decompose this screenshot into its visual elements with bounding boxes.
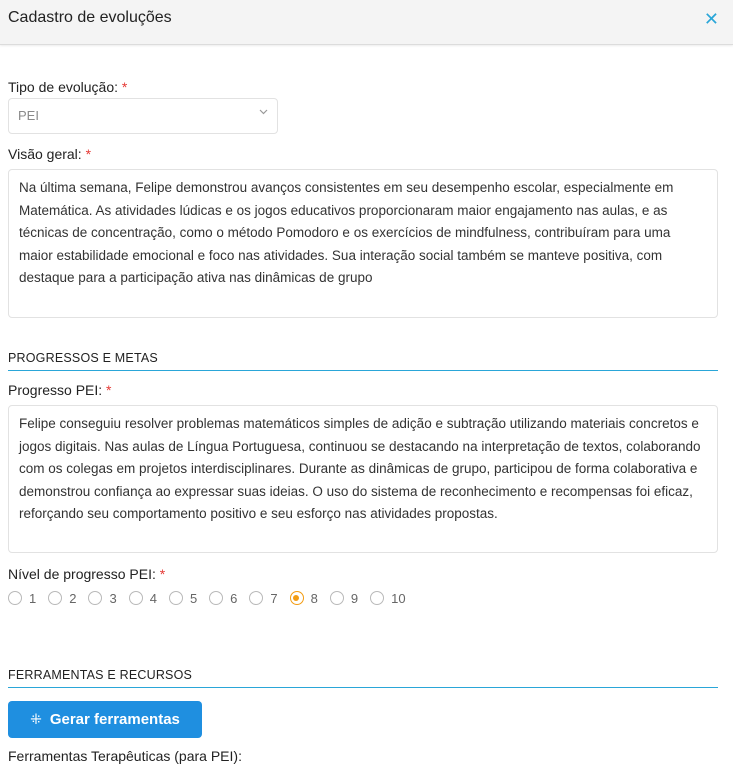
gerar-ferramentas-button[interactable] xyxy=(8,701,202,738)
nivel-radio-option-9[interactable] xyxy=(330,591,358,606)
required-mark: * xyxy=(121,79,128,95)
radio-label: 7 xyxy=(270,590,278,606)
radio-button[interactable] xyxy=(209,591,223,605)
radio-button[interactable] xyxy=(129,591,143,605)
required-mark: * xyxy=(159,566,166,582)
radio-button[interactable] xyxy=(8,591,22,605)
nivel-radio-option-4[interactable] xyxy=(129,591,157,606)
chevron-down-icon xyxy=(259,107,268,118)
nivel-radio-option-5[interactable] xyxy=(169,591,197,606)
progresso-pei-textarea[interactable]: Felipe conseguiu resolver problemas matemáticos simples de adição e subtração utilizando materiais concretos e jogos digitais. Nas aulas de Língua Portuguesa, continuou se destacando na interpretação de textos, colaborando com os colegas em projetos interdisciplinares. Durante as dinâmicas de grupo, participou de forma colaborativa e demonstrou confiança ao expressar suas ideias. O uso do sistema de reconhecimento e recompensas foi eficaz, reforçando seu comportamento positivo e seu esforço nas atividades propostas. xyxy=(8,405,718,553)
progresso-pei-label-text: Progresso PEI: xyxy=(8,382,103,398)
section-progressos-metas: PROGRESSOS E METAS xyxy=(8,351,718,371)
nivel-radio-option-3[interactable] xyxy=(88,591,116,606)
close-icon[interactable]: ✕ xyxy=(703,9,719,29)
nivel-radio-option-6[interactable] xyxy=(209,591,237,606)
radio-button[interactable] xyxy=(290,591,304,605)
nivel-progresso-label-text: Nível de progresso PEI: xyxy=(8,566,156,582)
nivel-radio-option-10[interactable] xyxy=(370,591,405,606)
required-mark: * xyxy=(85,146,92,162)
radio-button[interactable] xyxy=(249,591,263,605)
radio-label: 4 xyxy=(149,590,157,606)
visao-geral-label xyxy=(8,146,91,162)
radio-label: 10 xyxy=(391,590,406,606)
radio-label: 5 xyxy=(189,590,198,606)
section-ferramentas-recursos: FERRAMENTAS E RECURSOS xyxy=(8,668,718,688)
radio-button[interactable] xyxy=(88,591,102,605)
nivel-radio-option-2[interactable] xyxy=(48,591,76,606)
tipo-evolucao-selected: PEI xyxy=(18,108,39,123)
modal-header xyxy=(0,0,733,45)
nivel-progresso-label xyxy=(8,566,165,582)
radio-label: 3 xyxy=(109,590,117,606)
required-mark: * xyxy=(106,382,112,398)
radio-label: 8 xyxy=(310,590,318,606)
radio-button[interactable] xyxy=(169,591,183,605)
nivel-radio-option-8[interactable] xyxy=(290,591,318,606)
nivel-radio-option-1[interactable] xyxy=(8,591,36,606)
radio-button[interactable] xyxy=(48,591,62,605)
radio-label: 6 xyxy=(230,590,238,606)
radio-label: 2 xyxy=(69,590,77,606)
visao-geral-label-text: Visão geral: xyxy=(8,146,82,162)
tipo-evolucao-label-text: Tipo de evolução: xyxy=(8,79,118,95)
gerar-ferramentas-label: Gerar ferramentas xyxy=(49,711,180,728)
ferramentas-terapeuticas-label: Ferramentas Terapêuticas (para PEI): xyxy=(8,748,242,764)
visao-geral-textarea[interactable]: Na última semana, Felipe demonstrou avanços consistentes em seu desempenho escolar, especialmente em Matemática. As atividades lúdicas e os jogos educativos proporcionaram maior engajamento nas aulas, e as técnicas de concentração, como o método Pomodoro e os exercícios de mindfulness, contribuíram para uma maior estabilidade emocional e foco nas atividades. Sua interação social também se manteve positiva, com destaque para a participação ativa nas dinâmicas de grupo xyxy=(8,169,718,318)
radio-button[interactable] xyxy=(370,591,384,605)
radio-label: 1 xyxy=(29,590,37,606)
tipo-evolucao-label xyxy=(8,79,127,95)
progresso-pei-label xyxy=(8,382,112,398)
loading-spinner-icon: ⁜ xyxy=(30,711,42,727)
nivel-radio-option-7[interactable] xyxy=(249,591,277,606)
radio-label: 9 xyxy=(350,590,359,606)
modal-title: Cadastro de evoluções xyxy=(8,9,172,26)
radio-button[interactable] xyxy=(330,591,344,605)
nivel-progresso-radio-group xyxy=(8,588,418,608)
tipo-evolucao-select[interactable] xyxy=(8,98,278,134)
